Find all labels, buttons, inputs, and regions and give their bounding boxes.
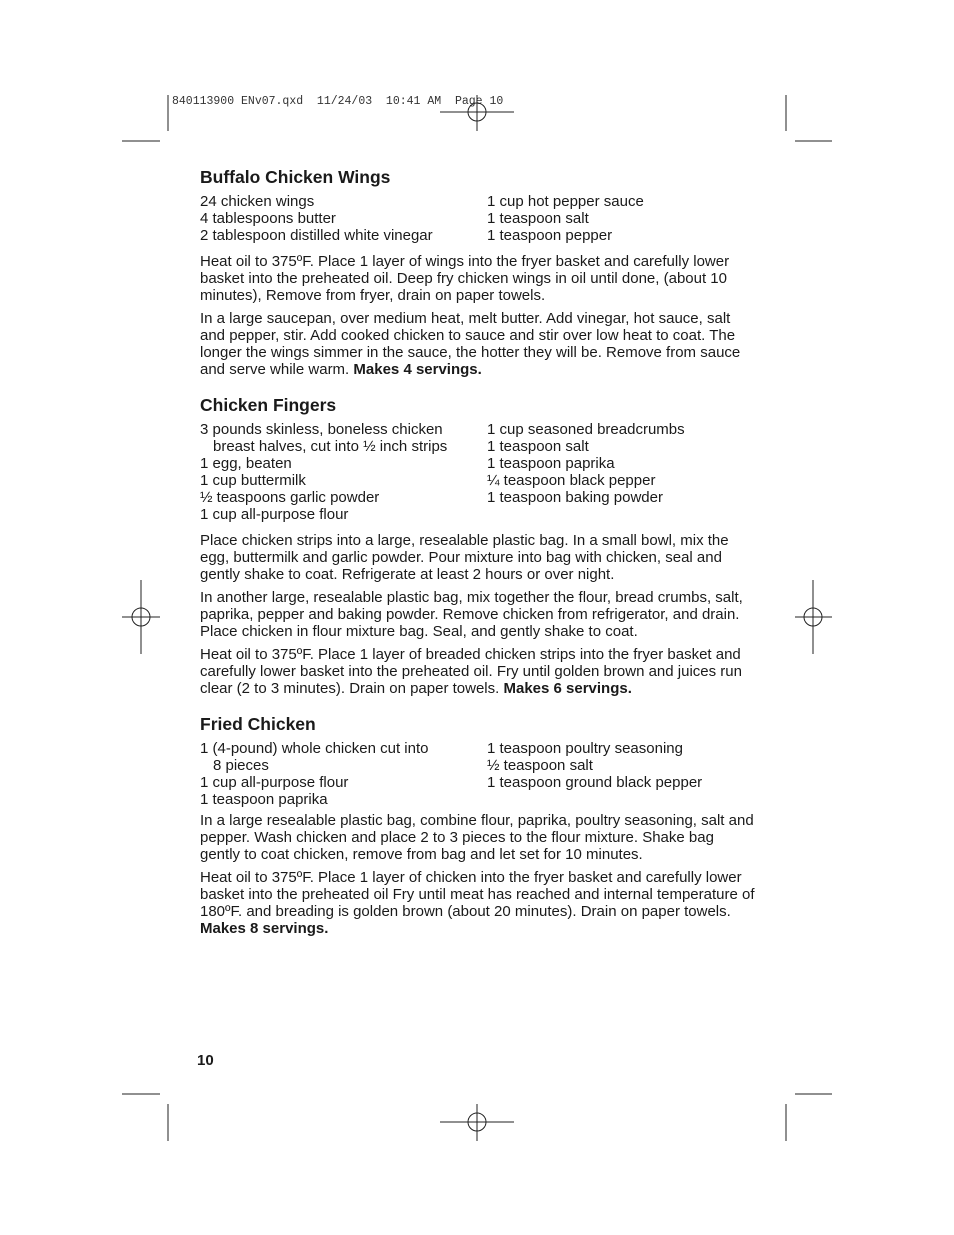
ingredient-list — [200, 740, 756, 808]
ingredient-list — [200, 193, 756, 244]
recipe-fried-chicken — [200, 714, 756, 937]
ingredient-column-right — [487, 421, 756, 523]
ingredient-item: 1 teaspoon poultry seasoning — [487, 740, 683, 757]
servings-note: Makes 6 servings. — [503, 680, 632, 697]
ingredient-item: 1 egg, beaten — [200, 455, 292, 472]
servings-note: Makes 8 servings. — [200, 920, 329, 937]
ingredient-list — [200, 421, 756, 523]
ingredient-item: 8 pieces — [213, 757, 269, 774]
recipe-title: Fried Chicken — [200, 714, 316, 734]
instruction-paragraph: In another large, resealable plastic bag, mix together the flour, bread crumbs, salt, paprika, pepper and baking powder. Remove chicken from refrigerator, and drain. Place chicken in flour mixture bag. Seal, and gently shake to coat. — [200, 589, 743, 640]
ingredient-item: ¼ teaspoon black pepper — [487, 472, 656, 489]
ingredient-item: 1 cup all-purpose flour — [200, 506, 349, 523]
instruction-text: Heat oil to 375ºF. Place 1 layer of chicken into the fryer basket and carefully lower basket into the preheated oil Fry until meat has reached and internal temperature of 180ºF. and breading is golden brown (about 20 minutes). Drain on paper towels. — [200, 869, 755, 920]
instruction-paragraph: In a large resealable plastic bag, combine flour, paprika, poultry seasoning, salt and pepper. Wash chicken and place 2 to 3 pieces to the flour mixture. Shake bag gently to coat chicken, remove from bag and let set for 10 minutes. — [200, 812, 754, 863]
ingredient-item: ½ teaspoons garlic powder — [200, 489, 380, 506]
ingredient-item: 1 cup all-purpose flour — [200, 774, 349, 791]
recipe-title: Chicken Fingers — [200, 395, 337, 415]
ingredient-item: breast halves, cut into ½ inch strips — [213, 438, 448, 455]
recipe-buffalo-chicken-wings — [200, 167, 756, 378]
instruction-text: Heat oil to 375ºF. Place 1 layer of breaded chicken strips into the fryer basket and carefully lower basket into the preheated oil. Fry until golden brown and juices run clear (2 to 3 minutes). Drain on paper towels. — [200, 646, 742, 697]
ingredient-item: 1 teaspoon baking powder — [487, 489, 663, 506]
ingredient-item: 1 teaspoon paprika — [200, 791, 328, 808]
ingredient-column-left — [200, 193, 487, 244]
instruction-paragraph — [200, 646, 756, 697]
ingredient-column-right — [487, 193, 756, 244]
ingredient-item: 1 cup buttermilk — [200, 472, 306, 489]
ingredient-item: 1 cup hot pepper sauce — [487, 193, 644, 210]
ingredient-item: 1 (4-pound) whole chicken cut into — [200, 740, 429, 757]
recipe-content — [200, 167, 756, 954]
instruction-paragraph — [200, 310, 756, 378]
ingredient-item: 24 chicken wings — [200, 193, 315, 210]
instruction-text: In a large saucepan, over medium heat, melt butter. Add vinegar, hot sauce, salt and pepper, stir. Add cooked chicken to sauce and stir over low heat to coat. The longer the wings simmer in the sauce, the hotter they will be. Remove from sauce and serve while warm. — [200, 310, 741, 378]
ingredient-item: 1 teaspoon pepper — [487, 227, 613, 244]
ingredient-item: ½ teaspoon salt — [487, 757, 593, 774]
ingredient-column-right — [487, 740, 756, 808]
page-number: 10 — [197, 1052, 214, 1069]
instruction-paragraph: Place chicken strips into a large, resealable plastic bag. In a small bowl, mix the egg, buttermilk and garlic powder. Pour mixture into bag with chicken, seal and gently shake to coat. Refrigerate at least 2 hours or over night. — [200, 532, 729, 583]
ingredient-column-left — [200, 421, 487, 523]
ingredient-item: 1 teaspoon ground black pepper — [487, 774, 703, 791]
recipe-title: Buffalo Chicken Wings — [200, 167, 391, 187]
ingredient-item: 1 teaspoon salt — [487, 438, 589, 455]
ingredient-item: 4 tablespoons butter — [200, 210, 336, 227]
print-slug: 840113900 ENv07.qxd 11/24/03 10:41 AM Page 10 — [172, 95, 504, 108]
ingredient-item: 1 teaspoon salt — [487, 210, 589, 227]
instruction-paragraph: Heat oil to 375ºF. Place 1 layer of wings into the fryer basket and carefully lower basket into the preheated oil. Deep fry chicken wings in oil until done, (about 10 minutes), Remove from fryer, drain on paper towels. — [200, 253, 730, 304]
instruction-paragraph — [200, 869, 756, 937]
ingredient-item: 1 teaspoon paprika — [487, 455, 615, 472]
recipe-chicken-fingers — [200, 395, 756, 697]
ingredient-column-left — [200, 740, 487, 808]
ingredient-item: 1 cup seasoned breadcrumbs — [487, 421, 685, 438]
ingredient-item: 3 pounds skinless, boneless chicken — [200, 421, 443, 438]
ingredient-item: 2 tablespoon distilled white vinegar — [200, 227, 433, 244]
servings-note: Makes 4 servings. — [353, 361, 482, 378]
